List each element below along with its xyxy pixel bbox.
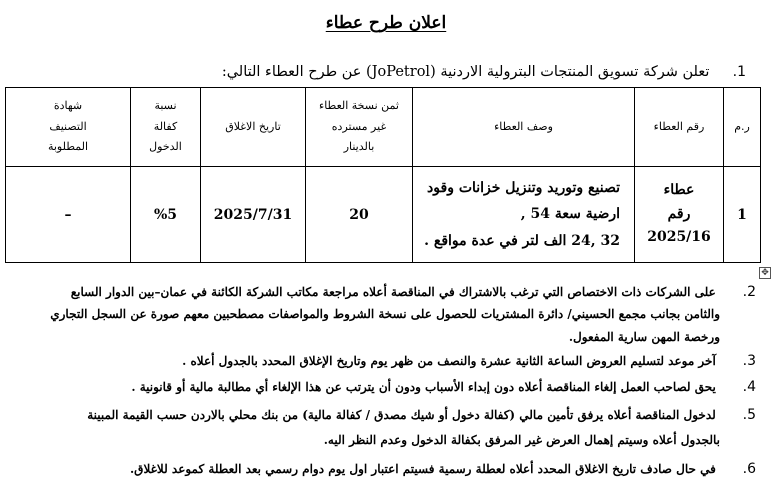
page-title-text: اعلان طرح عطاء <box>325 13 447 33</box>
list-item-number: 5. <box>742 407 756 423</box>
list-item-text: في حال صادف تاريخ الاغلاق المحدد أعلاه لعطلة رسمية فسيتم اعتبار اول يوم دوام رسمي بعد العطلة كموعد للاغلاق. <box>129 462 716 476</box>
header-closing-date: تاريخ الاغلاق <box>201 88 306 167</box>
cell-bond-ratio: %5 <box>131 167 201 263</box>
cell-rm: 1 <box>724 167 761 263</box>
tender-table <box>5 87 761 263</box>
intro-number: 1. <box>732 64 746 80</box>
list-item-text: يحق لصاحب العمل إلغاء المناقصة أعلاه دون إبداء الأسباب ودون أن يترتب عن هذا الإلغاء أي مطالبة مالية أو قانونية . <box>131 380 716 394</box>
list-item-number: 2. <box>742 284 756 300</box>
list-item <box>182 353 756 369</box>
table-move-handle-icon[interactable]: ✥ <box>759 267 771 279</box>
header-tender-no: رقم العطاء <box>635 88 724 167</box>
header-classification-cert: شهادة التصنيف المطلوبة <box>6 88 131 167</box>
page-title <box>0 13 772 33</box>
header-description: وصف العطاء <box>413 88 635 167</box>
list-item-text: على الشركات ذات الاختصاص التي ترغب بالاشتراك في المناقصة أعلاه مراجعة مكاتب الشركة الكائنة في عمان–بين الدوار السابع <box>70 285 716 299</box>
header-copy-price: ثمن نسخة العطاء غير مسترده بالدينار <box>306 88 413 167</box>
cell-copy-price: 20 <box>306 167 413 263</box>
list-item-text: لدخول المناقصة أعلاه يرفق تأمين مالي (كفالة دخول أو شيك مصدق / كفالة مالية) من بنك محلي بالاردن حسب القيمة المبينة <box>87 408 716 422</box>
cell-closing-date: 2025/7/31 <box>201 167 306 263</box>
intro-text: تعلن شركة تسويق المنتجات البترولية الاردنية (JoPetrol) عن طرح العطاء التالي: <box>221 64 710 80</box>
list-item <box>71 284 756 300</box>
header-rm: ر.م <box>724 88 761 167</box>
list-item <box>131 379 756 395</box>
list-item <box>130 461 756 477</box>
list-item-text: آخر موعد لتسليم العروض الساعة الثانية عشرة والنصف من ظهر يوم وتاريخ الإغلاق المحدد بالجدول أعلاه . <box>182 354 716 368</box>
list-item <box>87 407 756 423</box>
list-item-number: 3. <box>742 353 756 369</box>
cell-description: تصنيع وتوريد وتنزيل خزانات وقود ارضية سعة 54 , 32 ,24 الف لتر في عدة مواقع . <box>413 167 635 263</box>
header-bond-ratio: نسبة كفالة الدخول <box>131 88 201 167</box>
table-row <box>6 167 761 263</box>
list-item-number: 6. <box>742 461 756 477</box>
intro-paragraph <box>186 64 746 80</box>
list-item-number: 4. <box>742 379 756 395</box>
cell-classification-cert: – <box>6 167 131 263</box>
cell-tender-no: عطاء رقم 2025/16 <box>635 167 724 263</box>
table-header-row <box>6 88 761 167</box>
list-item-continuation: بالجدول أعلاه وسيتم إهمال العرض غير المرفق بكفالة الدخول وعدم النظر اليه. <box>323 433 720 447</box>
list-item-continuation: والثامن بجانب مجمع الحسيني/ دائرة المشتريات للحصول على نسخة الشروط والمواصفات مصطحبين معهم صورة عن السجل التجاري <box>50 307 720 321</box>
list-item-continuation: ورخصة المهن سارية المفعول. <box>568 330 720 344</box>
